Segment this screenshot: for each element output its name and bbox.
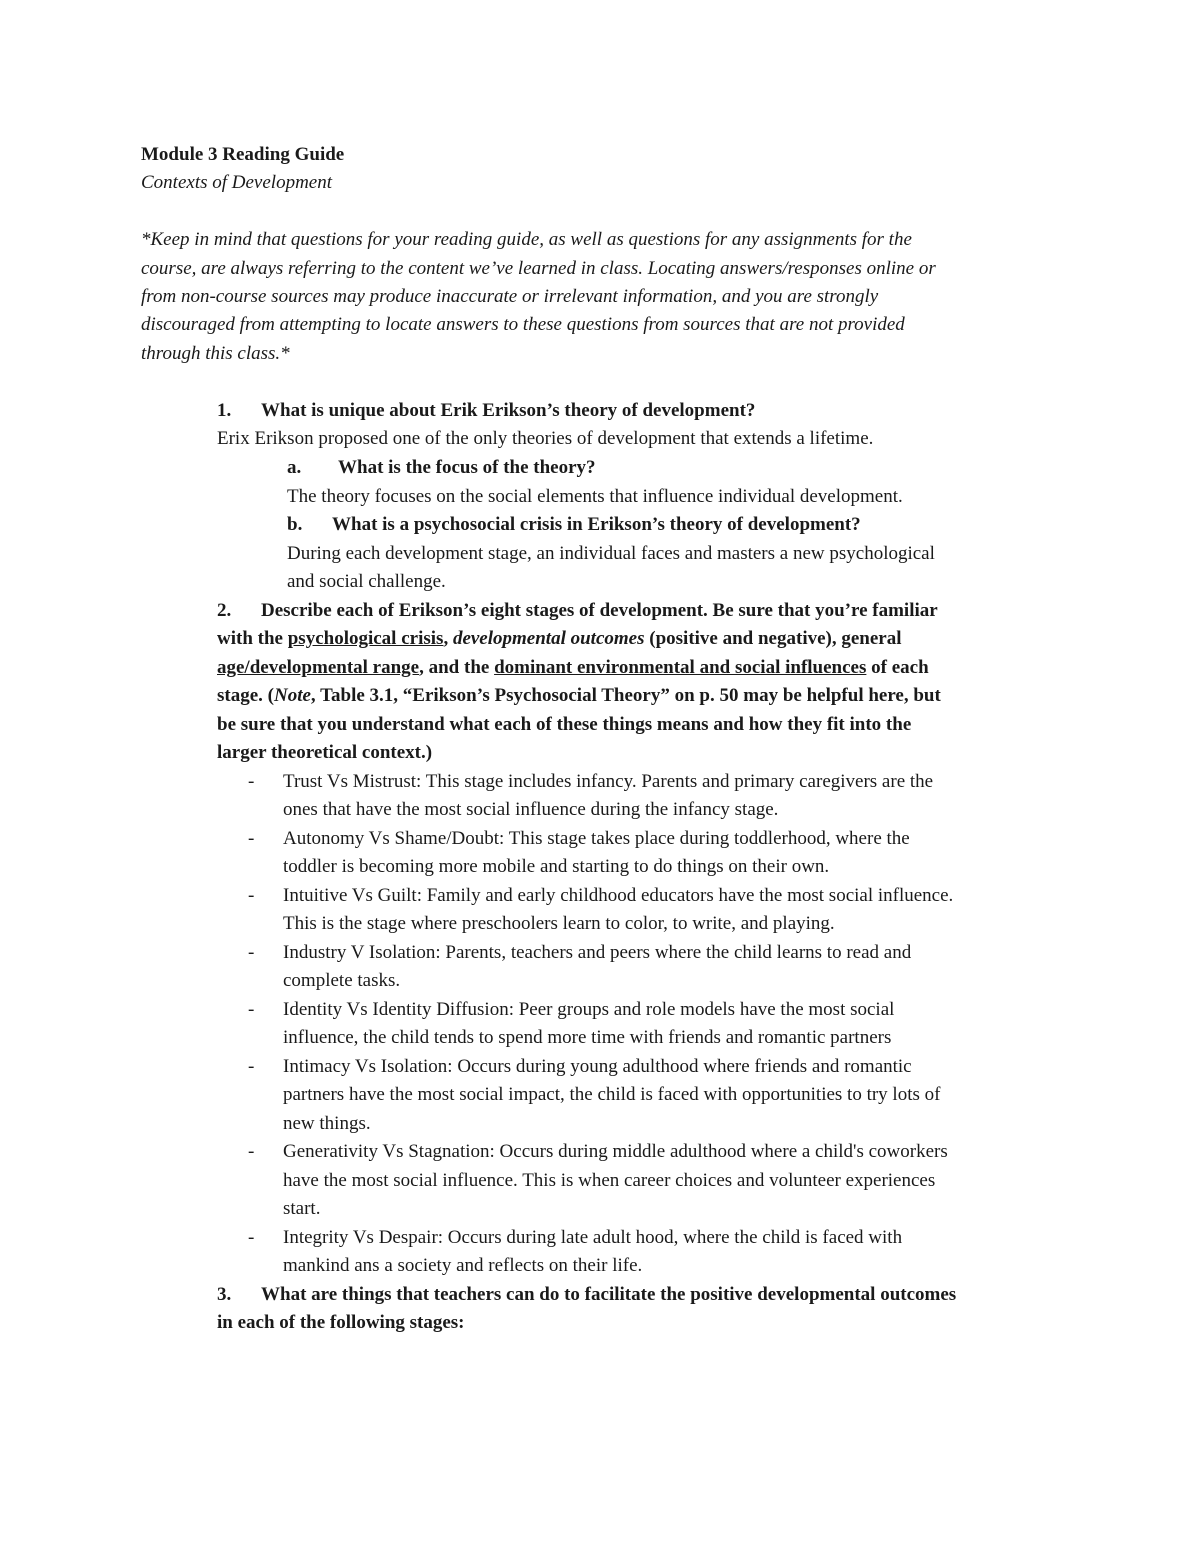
list-item: have the most social influence. This is when career choices and volunteer experiences [283, 1170, 936, 1191]
list-item: Trust Vs Mistrust: This stage includes infancy. Parents and primary caregivers are the [283, 771, 934, 792]
answer-1: Erix Erikson proposed one of the only theories of development that extends a lifetime. [217, 428, 874, 449]
italic-term: developmental outcomes [452, 628, 645, 649]
italic-term: Note [273, 685, 311, 706]
list-item: This is the stage where preschoolers learn to color, to write, and playing. [283, 913, 835, 934]
question-text: , and the [419, 657, 495, 678]
list-bullet: - [248, 1227, 255, 1248]
question-1 [217, 399, 755, 423]
note-line: through this class.* [141, 343, 290, 364]
question-2-line: be sure that you understand what each of these things means and how they fit into the [217, 714, 912, 735]
question-2-line [217, 684, 941, 708]
list-item: Industry V Isolation: Parents, teachers and peers where the child learns to read and [283, 942, 912, 963]
question-2-line: larger theoretical context.) [217, 742, 433, 763]
list-bullet: - [248, 1141, 255, 1162]
answer-1b-line: and social challenge. [287, 571, 446, 592]
list-bullet: - [248, 885, 255, 906]
list-bullet: - [248, 999, 255, 1020]
question-2-line [217, 656, 929, 680]
list-item: complete tasks. [283, 970, 401, 991]
question-text: Describe each of Erikson’s eight stages of development. Be sure that you’re familiar [261, 600, 938, 621]
list-item: toddler is becoming more mobile and starting to do things on their own. [283, 856, 830, 877]
question-text: What is unique about Erik Erikson’s theory of development? [261, 400, 756, 421]
underlined-term: psychological crisis [287, 628, 444, 649]
question-2-line [217, 599, 938, 623]
list-item: start. [283, 1198, 321, 1219]
list-item: Intimacy Vs Isolation: Occurs during young adulthood where friends and romantic [283, 1056, 912, 1077]
document-subtitle: Contexts of Development [141, 172, 333, 193]
underlined-term: age/developmental range [217, 657, 420, 678]
list-item: Integrity Vs Despair: Occurs during late adult hood, where the child is faced with [283, 1227, 903, 1248]
question-1b [287, 513, 861, 537]
underlined-term: dominant environmental and social influences [494, 657, 867, 678]
question-text: (positive and negative), general [644, 628, 902, 649]
list-bullet: - [248, 828, 255, 849]
list-item: Intuitive Vs Guilt: Family and early childhood educators have the most social influence. [283, 885, 954, 906]
document-title: Module 3 Reading Guide [141, 144, 345, 165]
list-item: partners have the most social impact, the child is faced with opportunities to try lots of [283, 1084, 941, 1105]
sub-question-text: What is a psychosocial crisis in Erikson’s theory of development? [332, 514, 861, 535]
list-item: mankind ans a society and reflects on their life. [283, 1255, 643, 1276]
question-number: 2. [217, 600, 232, 621]
list-bullet: - [248, 771, 255, 792]
question-text: What are things that teachers can do to facilitate the positive developmental outcomes [261, 1284, 957, 1305]
question-number: 3. [217, 1284, 232, 1305]
list-bullet: - [248, 1056, 255, 1077]
question-number: 1. [217, 400, 232, 421]
note-line: course, are always referring to the content we’ve learned in class. Locating answers/responses online or [141, 258, 936, 279]
sub-question-text: What is the focus of the theory? [338, 457, 596, 478]
question-text: , Table 3.1, “Erikson’s Psychosocial Theory” on p. 50 may be helpful here, but [310, 685, 941, 706]
note-line: discouraged from attempting to locate answers to these questions from sources that are not provided [141, 314, 905, 335]
sub-question-letter: a. [287, 457, 302, 478]
list-item: ones that have the most social influence during the infancy stage. [283, 799, 779, 820]
question-text: , [443, 628, 453, 649]
question-2-line [217, 627, 902, 651]
list-item: new things. [283, 1113, 371, 1134]
question-3-line: in each of the following stages: [217, 1312, 465, 1333]
list-item: Identity Vs Identity Diffusion: Peer groups and role models have the most social [283, 999, 895, 1020]
note-line: *Keep in mind that questions for your reading guide, as well as questions for any assignments for the [141, 229, 912, 250]
question-3-line [217, 1283, 956, 1307]
answer-1b-line: During each development stage, an individual faces and masters a new psychological [287, 543, 935, 564]
list-item: Autonomy Vs Shame/Doubt: This stage takes place during toddlerhood, where the [283, 828, 910, 849]
answer-1a: The theory focuses on the social elements that influence individual development. [287, 486, 903, 507]
list-item: influence, the child tends to spend more time with friends and romantic partners [283, 1027, 892, 1048]
question-text: of each [866, 657, 929, 678]
list-item: Generativity Vs Stagnation: Occurs during middle adulthood where a child's coworkers [283, 1141, 948, 1162]
question-text: with the [217, 628, 288, 649]
list-bullet: - [248, 942, 255, 963]
question-text: stage. ( [217, 685, 274, 706]
note-line: from non-course sources may produce inaccurate or irrelevant information, and you are strongly [141, 286, 879, 307]
sub-question-letter: b. [287, 514, 303, 535]
question-1a [287, 456, 596, 480]
